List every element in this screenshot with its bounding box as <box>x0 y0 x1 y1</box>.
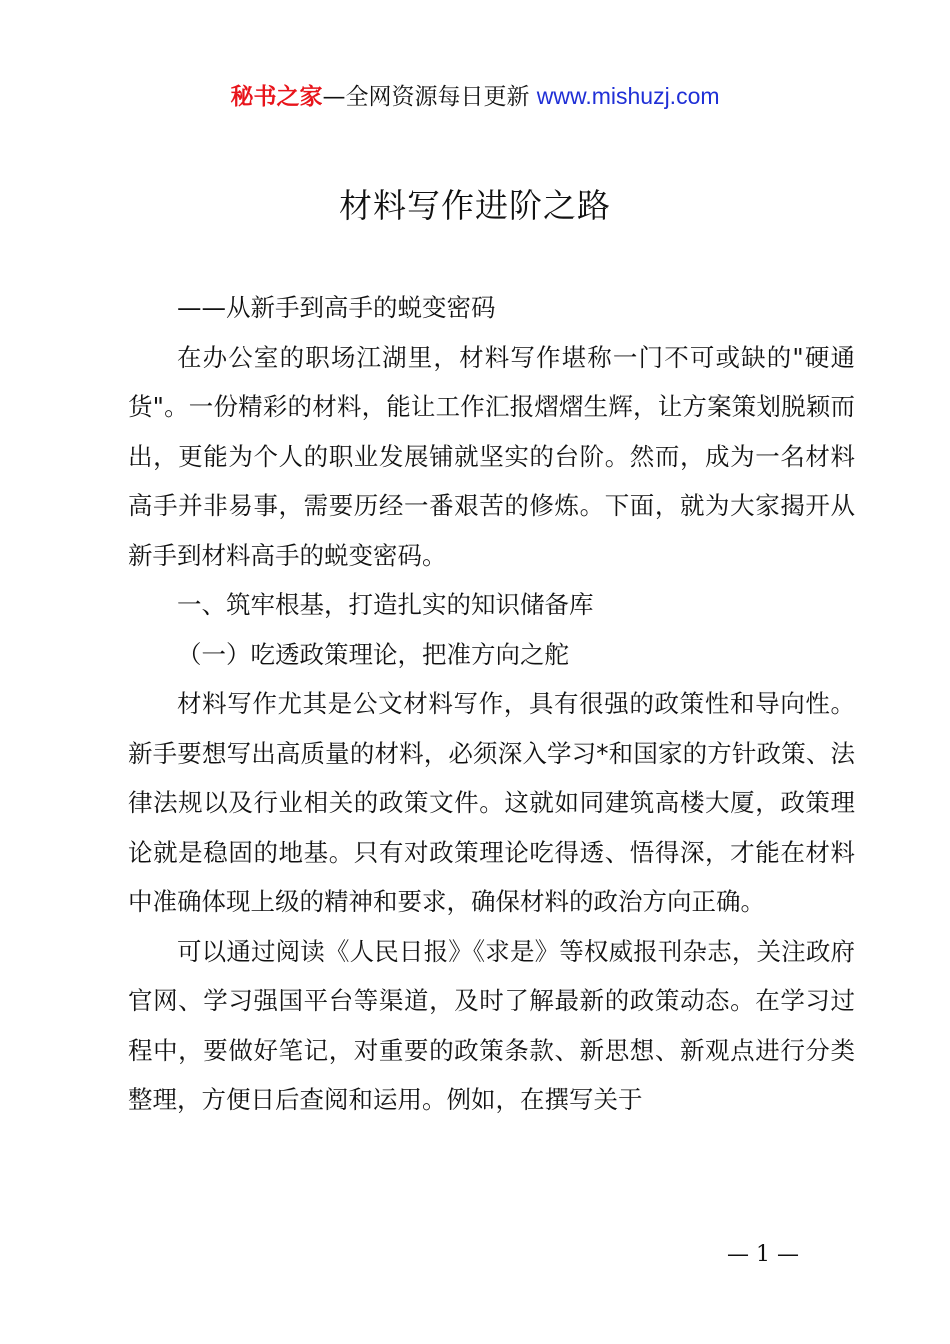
subtitle: ——从新手到高手的蜕变密码 <box>177 293 496 322</box>
header-tagline: —全网资源每日更新 <box>322 84 537 110</box>
brand-name: 秘书之家 <box>230 84 323 110</box>
document-body <box>128 283 855 1125</box>
site-url[interactable]: www.mishuzj.com <box>536 83 720 109</box>
section-heading-1: 一、筑牢根基，打造扎实的知识储备库 <box>177 590 594 619</box>
site-header <box>0 80 950 113</box>
body-paragraph: 材料写作尤其是公文材料写作，具有很强的政策性和导向性。新手要想写出高质量的材料，必须深入学习*和国家的方针政策、法律法规以及行业相关的政策文件。这就如同建筑高楼大厦，政策理论就是稳固的地基。只有对政策理论吃得透、悟得深，才能在材料中准确体现上级的精神和要求，确保材料的政治方向正确。 <box>128 689 855 916</box>
subsection-heading-1: （一）吃透政策理论，把准方向之舵 <box>177 639 569 669</box>
intro-paragraph: 在办公室的职场江湖里，材料写作堪称一门不可或缺的"硬通货"。一份精彩的材料，能让工作汇报熠熠生辉，让方案策划脱颖而出，更能为个人的职业发展铺就坚实的台阶。然而，成为一名材料高手并非易事，需要历经一番艰苦的修炼。下面，就为大家揭开从新手到材料高手的蜕变密码。 <box>128 342 855 570</box>
page-number: — 1 — <box>727 1242 799 1267</box>
document-title: 材料写作进阶之路 <box>339 186 611 225</box>
body-paragraph: 可以通过阅读《人民日报》《求是》等权威报刊杂志，关注政府官网、学习强国平台等渠道，及时了解最新的政策动态。在学习过程中，要做好笔记，对重要的政策条款、新思想、新观点进行分类整理，方便日后查阅和运用。例如，在撰写关于 <box>128 936 855 1114</box>
